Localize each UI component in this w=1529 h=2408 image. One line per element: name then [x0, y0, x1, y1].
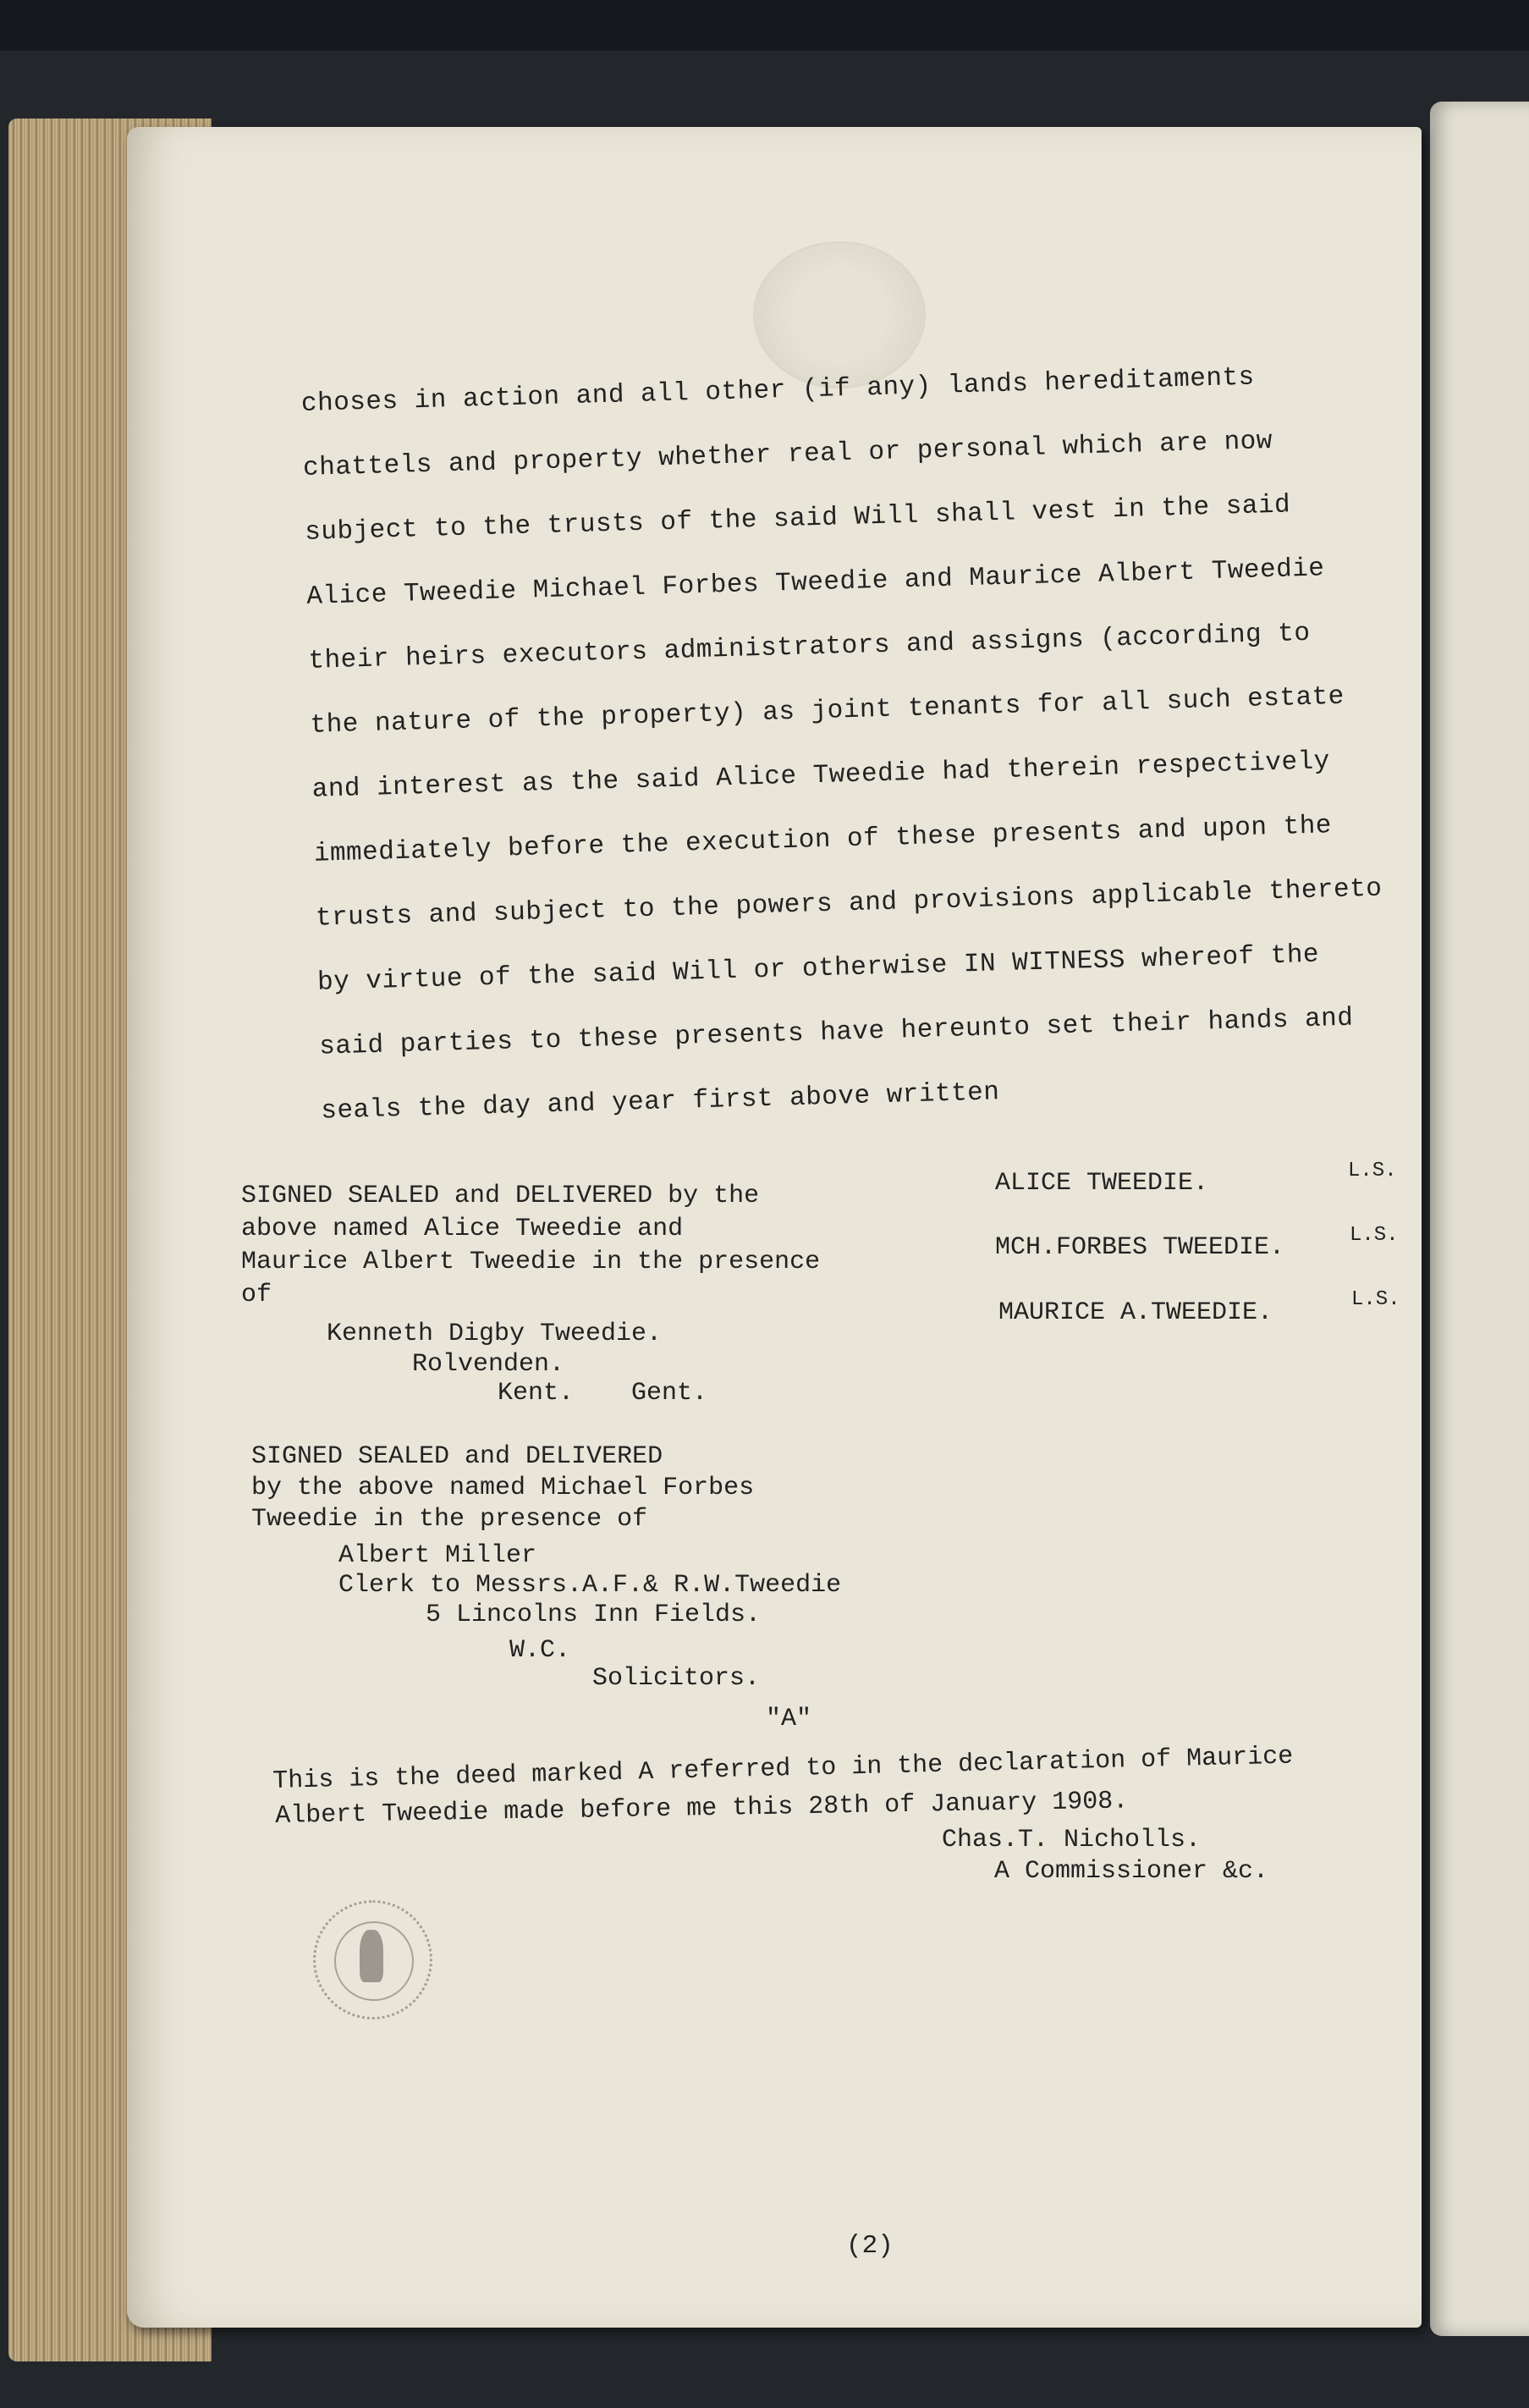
- witness-status: Gent.: [631, 1379, 708, 1408]
- body-line: the nature of the property) as joint tenants for all such estate: [310, 681, 1345, 741]
- body-line: their heirs executors administrators and assigns (according to: [308, 618, 1311, 676]
- attestation-1-line: of: [241, 1281, 272, 1309]
- body-line: trusts and subject to the powers and provisions applicable thereto: [315, 873, 1383, 934]
- witness-county: Kent.: [498, 1379, 575, 1408]
- signatory-name: MAURICE A.TWEEDIE.: [998, 1298, 1273, 1327]
- body-line: seals the day and year first above written: [320, 1077, 1000, 1127]
- exhibit-mark: "A": [766, 1705, 812, 1733]
- body-line: Alice Tweedie Michael Forbes Tweedie and Maurice Albert Tweedie: [305, 554, 1325, 612]
- exhibit-line: This is the deed marked A referred to in the declaration of Maurice: [272, 1742, 1294, 1796]
- witness-postcode: W.C.: [509, 1636, 571, 1665]
- commissioner-name: Chas.T. Nicholls.: [942, 1826, 1202, 1854]
- witness-title: Clerk to Messrs.A.F.& R.W.Tweedie: [338, 1571, 842, 1600]
- exhibit-line: Albert Tweedie made before me this 28th of January 1908.: [274, 1787, 1129, 1831]
- revenue-stamp-icon: [313, 1900, 432, 2020]
- body-line: subject to the trusts of the said Will shall vest in the said: [304, 490, 1291, 548]
- witness-role: Solicitors.: [592, 1664, 761, 1693]
- attestation-1-line: above named Alice Tweedie and: [241, 1215, 684, 1243]
- attestation-2-line: Tweedie in the presence of: [251, 1505, 648, 1534]
- seal-mark: L.S.: [1350, 1224, 1399, 1247]
- seal-mark: L.S.: [1351, 1288, 1400, 1311]
- attestation-2-line: SIGNED SEALED and DELIVERED: [251, 1442, 663, 1471]
- witness-address: 5 Lincolns Inn Fields.: [426, 1601, 762, 1629]
- witness-name: Albert Miller: [338, 1541, 537, 1570]
- seal-mark: L.S.: [1348, 1160, 1397, 1182]
- attestation-2-line: by the above named Michael Forbes: [251, 1474, 755, 1502]
- body-line: chattels and property whether real or personal which are now: [302, 426, 1273, 483]
- facing-page-edge: [1430, 102, 1529, 2336]
- page-number: (2): [846, 2231, 894, 2261]
- body-line: said parties to these presents have hereunto set their hands and: [318, 1003, 1354, 1062]
- attestation-1-line: SIGNED SEALED and DELIVERED by the: [241, 1182, 760, 1210]
- body-line: and interest as the said Alice Tweedie had therein respectively: [311, 747, 1331, 805]
- witness-name: Kenneth Digby Tweedie.: [327, 1320, 663, 1348]
- stamp-figure: [360, 1930, 383, 1982]
- witness-place: Rolvenden.: [412, 1350, 565, 1379]
- signatory-name: MCH.FORBES TWEEDIE.: [995, 1233, 1285, 1262]
- body-line: choses in action and all other (if any) lands hereditaments: [300, 362, 1256, 419]
- attestation-1-line: Maurice Albert Tweedie in the presence: [241, 1248, 821, 1276]
- deed-body: [300, 341, 1430, 1143]
- body-line: immediately before the execution of these presents and upon the: [313, 811, 1333, 869]
- signatory-name: ALICE TWEEDIE.: [995, 1169, 1209, 1198]
- body-line: by virtue of the said Will or otherwise IN WITNESS whereof the: [316, 940, 1320, 998]
- commissioner-title: A Commissioner &c.: [994, 1857, 1269, 1886]
